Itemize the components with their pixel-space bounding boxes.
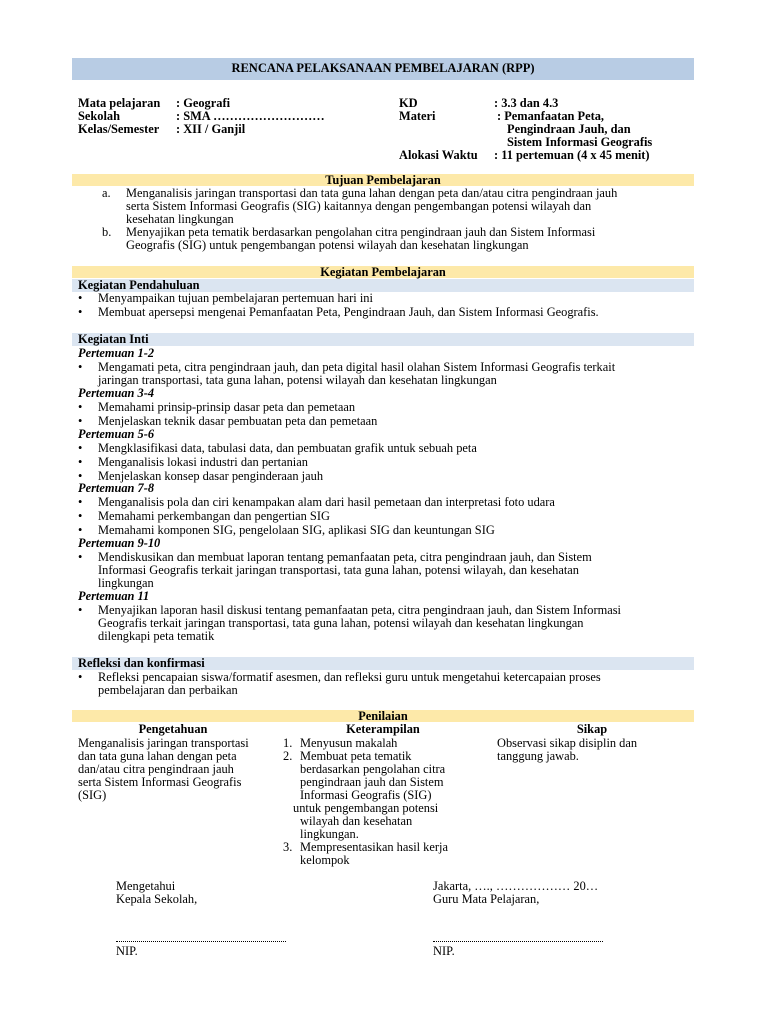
cell-line: dan/atau citra pengindraan jauh (78, 762, 234, 776)
list-item-line: Menjelaskan teknik dasar pembuatan peta dan pemetaan (98, 414, 378, 428)
meta-value-materi-2: Pengindraan Jauh, dan (507, 122, 631, 136)
meta-value-school: : SMA ……………………… (176, 109, 325, 123)
meeting-label: Pertemuan 11 (78, 589, 150, 603)
list-item-line: Informasi Geografis terkait jaringan transportasi, tata guna lahan, potensi wilayah, dan kesehatan (98, 563, 580, 577)
cell-line: Menganalisis jaringan transportasi (78, 736, 249, 750)
list-item: Membuat apersepsi mengenai Pemanfaatan Peta, Pengindraan Jauh, dan Sistem Informasi Geografis. (98, 305, 599, 319)
signature-role: Guru Mata Pelajaran, (433, 892, 540, 906)
meta-value-alokasi: : 11 pertemuan (4 x 45 menit) (494, 148, 650, 162)
bullet-icon: • (78, 603, 83, 617)
cell-line: serta Sistem Informasi Geografis (78, 775, 242, 789)
cell-line: Membuat peta tematik (300, 749, 412, 763)
signature-place-date: Jakarta, …., ……………… 20… (433, 879, 599, 893)
bullet-icon: • (78, 550, 83, 564)
bullet-icon: • (78, 291, 83, 305)
meta-label-materi: Materi (399, 109, 436, 123)
list-item-line: Memahami perkembangan dan pengertian SIG (98, 509, 330, 523)
cell-line: dan tata guna lahan dengan peta (78, 749, 237, 763)
list-item-line: Mengamati peta, citra pengindraan jauh, dan peta digital hasil olahan Sistem Informasi Geografis terkait (98, 360, 616, 374)
meeting-label: Pertemuan 5-6 (78, 427, 155, 441)
bullet-icon: • (78, 495, 83, 509)
bullet-icon: • (78, 455, 83, 469)
cell-line: berdasarkan pengolahan citra (300, 762, 446, 776)
bullet-icon: • (78, 509, 83, 523)
list-item-line: Mengklasifikasi data, tabulasi data, dan pembuatan grafik untuk sebuah peta (98, 441, 477, 455)
cell-line: wilayah dan kesehatan (300, 814, 413, 828)
tujuan-heading: Tujuan Pembelajaran (72, 174, 694, 186)
bullet-icon: • (78, 523, 83, 537)
bullet-icon: • (78, 400, 83, 414)
meta-value-materi-1: : Pemanfaatan Peta, (497, 109, 605, 123)
signature-nip: NIP. (116, 944, 138, 958)
list-item-line: jaringan transportasi, tata guna lahan, potensi wilayah dan kesehatan lingkungan (98, 373, 497, 387)
list-marker: 3. (283, 840, 293, 854)
list-marker: b. (102, 225, 112, 239)
meta-label-school: Sekolah (78, 109, 121, 123)
signature-line (116, 941, 286, 942)
list-item-line: serta Sistem Informasi Geografis (SIG) kaitannya dengan pengembangan potensi wilayah dan (126, 199, 592, 213)
list-item-line: dilengkapi peta tematik (98, 629, 215, 643)
cell-line: lingkungan. (300, 827, 359, 841)
list-item-line: pembelajaran dan perbaikan (98, 683, 238, 697)
list-marker: 1. (283, 736, 293, 750)
meeting-label: Pertemuan 9-10 (78, 536, 161, 550)
meta-label-kd: KD (399, 96, 418, 110)
list-item-line: kesehatan lingkungan (126, 212, 234, 226)
list-item-line: Memahami prinsip-prinsip dasar peta dan pemetaan (98, 400, 356, 414)
bullet-icon: • (78, 414, 83, 428)
kegiatan-heading: Kegiatan Pembelajaran (72, 266, 694, 278)
meta-value-class: : XII / Ganjil (176, 122, 246, 136)
bullet-icon: • (78, 469, 83, 483)
list-item-line: Menyajikan peta tematik berdasarkan pengolahan citra pengindraan jauh dan Sistem Informasi (126, 225, 596, 239)
cell-line: untuk pengembangan potensi (293, 801, 439, 815)
meta-label-alokasi: Alokasi Waktu (399, 148, 478, 162)
bullet-icon: • (78, 360, 83, 374)
meta-value-materi-3: Sistem Informasi Geografis (507, 135, 653, 149)
signature-caption: Mengetahui (116, 879, 176, 893)
meeting-label: Pertemuan 1-2 (78, 346, 155, 360)
list-marker: 2. (283, 749, 293, 763)
cell-line: Mempresentasikan hasil kerja (300, 840, 448, 854)
column-header-keterampilan: Keterampilan (346, 722, 420, 736)
column-header-sikap: Sikap (576, 722, 608, 736)
meta-value-kd: : 3.3 dan 4.3 (494, 96, 559, 110)
signature-line (433, 941, 603, 942)
list-item-line: Refleksi pencapaian siswa/formatif asesmen, dan refleksi guru untuk mengetahui ketercapaian proses (98, 670, 601, 684)
refleksi-heading: Refleksi dan konfirmasi (72, 657, 694, 670)
list-item-line: Geografis (SIG) untuk pengembangan potensi wilayah dan kesehatan lingkungan (126, 238, 529, 252)
list-item: Menyampaikan tujuan pembelajaran pertemuan hari ini (98, 291, 373, 305)
list-item-line: Mendiskusikan dan membuat laporan tentang pemanfaatan peta, citra pengindraan jauh, dan Sistem (98, 550, 592, 564)
meta-value-subject: : Geografi (176, 96, 231, 110)
signature-nip: NIP. (433, 944, 455, 958)
list-item-line: Geografis terkait jaringan transportasi, tata guna lahan, potensi wilayah dan kesehatan lingkungan (98, 616, 584, 630)
inti-heading: Kegiatan Inti (72, 333, 694, 346)
list-item-line: Memahami komponen SIG, pengelolaan SIG, aplikasi SIG dan keuntungan SIG (98, 523, 495, 537)
meta-label-subject: Mata pelajaran (78, 96, 161, 110)
list-item-line: Menganalisis lokasi industri dan pertanian (98, 455, 308, 469)
cell-line: Informasi Geografis (SIG) (300, 788, 432, 802)
cell-line: Observasi sikap disiplin dan (497, 736, 638, 750)
meeting-label: Pertemuan 7-8 (78, 481, 155, 495)
signature-role: Kepala Sekolah, (116, 892, 198, 906)
column-header-pengetahuan: Pengetahuan (138, 722, 208, 736)
list-item-line: Menganalisis pola dan ciri kenampakan alam dari hasil pemetaan dan interpretasi foto udara (98, 495, 555, 509)
list-marker: a. (102, 186, 111, 200)
cell-line: Menyusun makalah (300, 736, 398, 750)
bullet-icon: • (78, 441, 83, 455)
bullet-icon: • (78, 670, 83, 684)
bullet-icon: • (78, 305, 83, 319)
pendahuluan-heading: Kegiatan Pendahuluan (72, 279, 694, 292)
list-item-line: lingkungan (98, 576, 154, 590)
document-title: RENCANA PELAKSANAAN PEMBELAJARAN (RPP) (72, 58, 694, 80)
meeting-label: Pertemuan 3-4 (78, 386, 155, 400)
cell-line: pengindraan jauh dan Sistem (300, 775, 444, 789)
cell-line: kelompok (300, 853, 350, 867)
penilaian-heading: Penilaian (72, 710, 694, 722)
list-item-line: Menyajikan laporan hasil diskusi tentang pemanfaatan peta, citra pengindraan jauh, dan Sistem Informasi (98, 603, 621, 617)
cell-line: tanggung jawab. (497, 749, 579, 763)
meta-label-class: Kelas/Semester (78, 122, 160, 136)
list-item-line: Menganalisis jaringan transportasi dan tata guna lahan dengan peta dan/atau citra pengindraan jauh (126, 186, 618, 200)
list-item-line: Menjelaskan konsep dasar penginderaan jauh (98, 469, 324, 483)
cell-line: (SIG) (78, 788, 107, 802)
